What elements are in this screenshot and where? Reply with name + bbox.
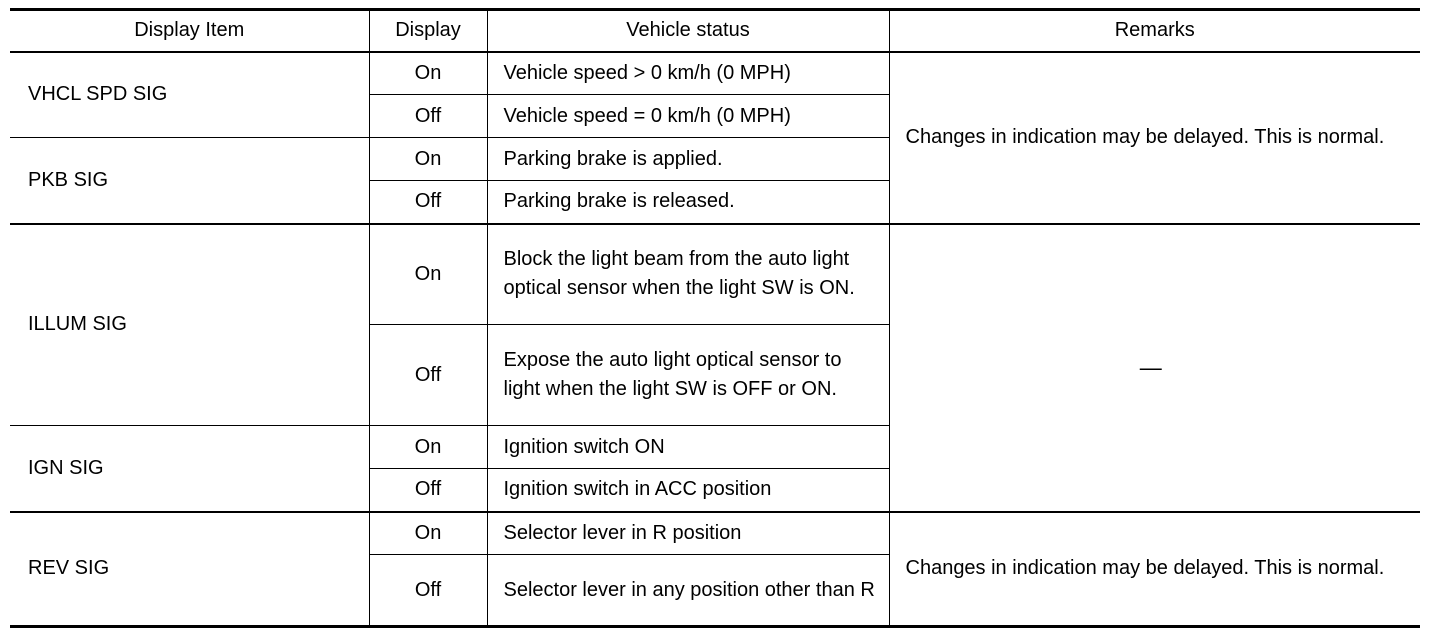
item-rev-sig: REV SIG: [10, 512, 369, 627]
display-value: Off: [369, 181, 487, 224]
table-row: [10, 224, 1420, 325]
display-value: On: [369, 138, 487, 181]
remark-delay-note: Changes in indication may be delayed. This is normal.: [889, 512, 1420, 627]
header-vehicle-status: Vehicle status: [487, 10, 889, 52]
vehicle-status: Ignition switch ON: [487, 426, 889, 469]
display-value: Off: [369, 469, 487, 512]
vehicle-status: Expose the auto light optical sensor to light when the light SW is OFF or ON.: [487, 325, 889, 426]
display-value: On: [369, 512, 487, 555]
vehicle-status: Vehicle speed = 0 km/h (0 MPH): [487, 95, 889, 138]
vehicle-status: Ignition switch in ACC position: [487, 469, 889, 512]
vehicle-status: Parking brake is applied.: [487, 138, 889, 181]
vehicle-status: Block the light beam from the auto light optical sensor when the light SW is ON.: [487, 224, 889, 325]
vehicle-status: Vehicle speed > 0 km/h (0 MPH): [487, 52, 889, 95]
display-value: On: [369, 426, 487, 469]
item-pkb-sig: PKB SIG: [10, 138, 369, 224]
vehicle-status: Selector lever in R position: [487, 512, 889, 555]
display-value: On: [369, 52, 487, 95]
item-vhcl-spd-sig: VHCL SPD SIG: [10, 52, 369, 138]
header-display-item: Display Item: [10, 10, 369, 52]
vehicle-status: Parking brake is released.: [487, 181, 889, 224]
table-row: [10, 512, 1420, 555]
header-display: Display: [369, 10, 487, 52]
item-illum-sig: ILLUM SIG: [10, 224, 369, 426]
remark-delay-note: Changes in indication may be delayed. This is normal.: [889, 52, 1420, 224]
header-remarks: Remarks: [889, 10, 1420, 52]
remark-dash: —: [889, 224, 1420, 512]
display-value: On: [369, 224, 487, 325]
display-value: Off: [369, 555, 487, 627]
header-row: [10, 10, 1420, 52]
signal-spec-table: [10, 8, 1420, 628]
display-value: Off: [369, 325, 487, 426]
table-row: [10, 52, 1420, 95]
item-ign-sig: IGN SIG: [10, 426, 369, 512]
vehicle-status: Selector lever in any position other than R: [487, 555, 889, 627]
display-value: Off: [369, 95, 487, 138]
